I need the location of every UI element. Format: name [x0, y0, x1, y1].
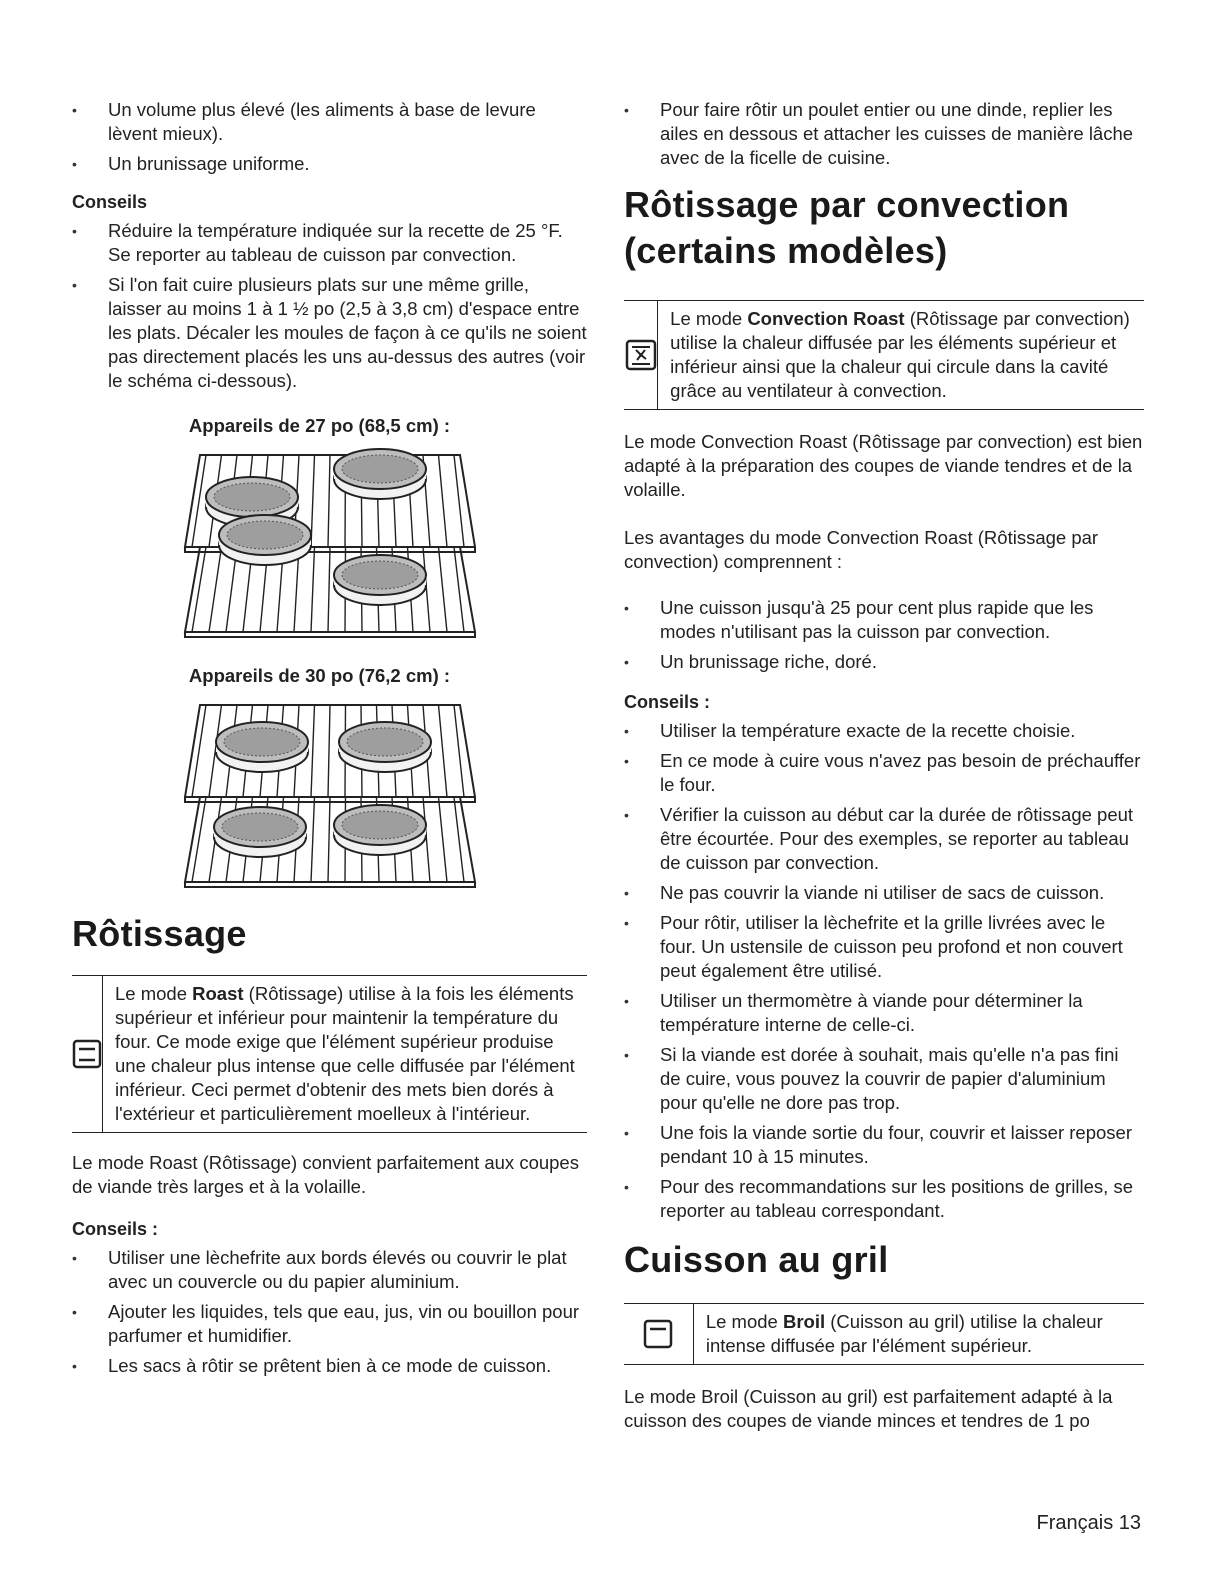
- convection-icon-cell: [624, 301, 658, 409]
- broil-mode-icon: [643, 1319, 673, 1349]
- list-item: • Utiliser une lèchefrite aux bords élevés ou couvrir le plat avec un couvercle ou du papier aluminium.: [72, 1246, 587, 1294]
- list-item: • Un volume plus élevé (les aliments à base de levure lèvent mieux).: [72, 98, 587, 146]
- convection-roast-icon: [625, 339, 657, 371]
- list-item: • En ce mode à cuire vous n'avez pas besoin de préchauffer le four.: [624, 749, 1144, 797]
- roast-heading: Rôtissage: [72, 913, 247, 954]
- convection-roast-mode-box: [624, 300, 1144, 410]
- list-item: • Un brunissage uniforme.: [72, 152, 587, 176]
- conseils-list: [72, 219, 587, 393]
- convection-desc-pre: Le mode: [670, 308, 748, 329]
- roast-conseils-list: [72, 1246, 587, 1378]
- roast-mode-description: [103, 976, 587, 1132]
- broil-desc-post: (Cuisson au gril) utilise la chaleur intense diffusée par l'élément supérieur.: [705, 1311, 1103, 1356]
- list-item: • Ajouter les liquides, tels que eau, jus, vin ou bouillon pour parfumer et humidifier.: [72, 1300, 587, 1348]
- convection-desc-bold: Convection Roast: [747, 308, 905, 329]
- broil-icon-cell: [624, 1304, 694, 1364]
- figure-caption-30: Appareils de 30 po (76,2 cm) :: [188, 665, 451, 686]
- figure-caption-27: Appareils de 27 po (68,5 cm) :: [188, 415, 451, 436]
- list-item: • Une fois la viande sortie du four, couvrir et laisser reposer pendant 10 à 15 minutes.: [624, 1121, 1144, 1169]
- convection-advantages: [624, 596, 1144, 674]
- list-item: • Si la viande est dorée à souhait, mais qu'elle n'a pas fini de cuire, vous pouvez la couvrir de papier d'aluminium pour qu'elle ne dore pas trop.: [624, 1043, 1144, 1115]
- list-item: • Utiliser la température exacte de la recette choisie.: [624, 719, 1144, 743]
- roast-desc-post: (Rôtissage) utilise à la fois les éléments supérieur et inférieur pour maintenir la température du four. Ce mode exige que l'élément supérieur produise une chaleur plus intense que celle diffusée par l'élément inférieur. Ceci permet d'obtenir des mets bien dorés à l'extérieur et particulièrement moelleux à l'intérieur.: [115, 983, 575, 1124]
- roast-mode-box: [72, 975, 587, 1133]
- list-item: • Si l'on fait cuire plusieurs plats sur une même grille, laisser au moins 1 à 1 ½ po (2,5 à 3,8 cm) d'espace entre les plats. Décaler les moules de façon à ce qu'ils ne soient pas directement placés les uns au-dessus des autres (voir le schéma ci-dessous).: [72, 273, 587, 393]
- list-item: • Réduire la température indiquée sur la recette de 25 °F. Se reporter au tableau de cuisson par convection.: [72, 219, 587, 267]
- page-footer: Français 13: [1036, 1512, 1141, 1534]
- left-column: [72, 98, 587, 1384]
- convection-roast-heading: Rôtissage par convection (certains modèles): [624, 184, 1070, 271]
- convection-desc-post: (Rôtissage par convection) utilise la chaleur diffusée par les éléments supérieur et inférieur ainsi que la chaleur qui circule dans la cavité grâce au ventilateur à convection.: [670, 308, 1130, 401]
- roast-desc-pre: Le mode: [115, 983, 193, 1004]
- convection-roast-description: [658, 301, 1144, 409]
- list-item: • Pour faire rôtir un poulet entier ou une dinde, replier les ailes en dessous et attacher les cuisses de manière lâche avec de la ficelle de cuisine.: [624, 98, 1144, 170]
- list-item: • Une cuisson jusqu'à 25 pour cent plus rapide que les modes n'utilisant pas la cuisson par convection.: [624, 596, 1144, 644]
- conseils-title: Conseils: [72, 192, 148, 212]
- roast-conseils-title: Conseils :: [72, 1219, 159, 1239]
- convection-paragraph-1: Le mode Convection Roast (Rôtissage par convection) est bien adapté à la préparation des coupes de viande tendres et de la volaille.: [624, 431, 1143, 500]
- convection-conseils-title: Conseils :: [624, 692, 711, 712]
- broil-mode-box: [624, 1303, 1144, 1365]
- list-item: • Pour des recommandations sur les positions de grilles, se reporter au tableau correspondant.: [624, 1175, 1144, 1223]
- rack-illustration-27: [180, 447, 480, 647]
- lower-rack: [185, 547, 475, 637]
- broil-desc-bold: Broil: [782, 1311, 826, 1332]
- broil-mode-description: [694, 1304, 1144, 1364]
- intro-bullets: [72, 98, 587, 176]
- roast-icon-cell: [72, 976, 103, 1132]
- list-item: • Ne pas couvrir la viande ni utiliser de sacs de cuisson.: [624, 881, 1144, 905]
- list-item: • Utiliser un thermomètre à viande pour déterminer la température interne de celle-ci.: [624, 989, 1144, 1037]
- rack-illustration-30: [180, 697, 480, 897]
- right-column: [624, 98, 1144, 1433]
- list-item: • Un brunissage riche, doré.: [624, 650, 1144, 674]
- broil-desc-pre: Le mode: [705, 1311, 783, 1332]
- list-item: • Pour rôtir, utiliser la lèchefrite et la grille livrées avec le four. Un ustensile de cuisson peu profond et non couvert peut également être utilisé.: [624, 911, 1144, 983]
- list-item: • Les sacs à rôtir se prêtent bien à ce mode de cuisson.: [72, 1354, 587, 1378]
- top-bullets: [624, 98, 1144, 170]
- roast-desc-bold: Roast: [192, 983, 244, 1004]
- convection-paragraph-2: Les avantages du mode Convection Roast (Rôtissage par convection) comprennent :: [624, 527, 1099, 572]
- list-item: • Vérifier la cuisson au début car la durée de rôtissage peut être écourtée. Pour des exemples, se reporter au tableau de cuisson par convection.: [624, 803, 1144, 875]
- broil-heading: Cuisson au gril: [624, 1239, 889, 1280]
- roast-mode-icon: [72, 1039, 102, 1069]
- roast-paragraph: Le mode Roast (Rôtissage) convient parfaitement aux coupes de viande très larges et à la volaille.: [72, 1152, 579, 1197]
- broil-paragraph: Le mode Broil (Cuisson au gril) est parfaitement adapté à la cuisson des coupes de viande minces et tendres de 1 po: [624, 1386, 1113, 1431]
- convection-conseils-list: [624, 719, 1144, 1223]
